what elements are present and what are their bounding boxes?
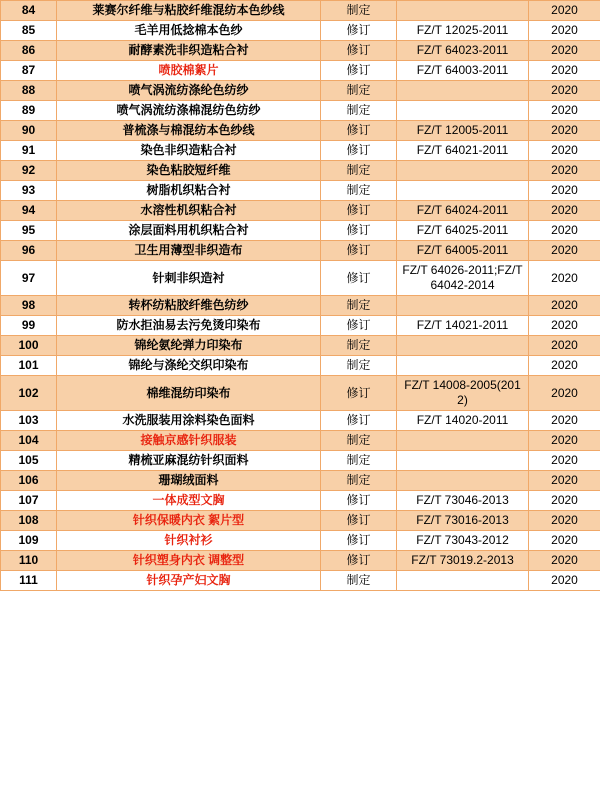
cell-replaced-standard-code: FZ/T 64005-2011 xyxy=(397,241,529,261)
table-row xyxy=(1,491,600,511)
cell-year: 2020 xyxy=(529,571,600,591)
cell-year: 2020 xyxy=(529,356,600,376)
table-row xyxy=(1,431,600,451)
cell-serial-number: 104 xyxy=(1,431,57,451)
cell-revision-type: 修订 xyxy=(321,511,397,531)
cell-year: 2020 xyxy=(529,511,600,531)
table-row xyxy=(1,451,600,471)
cell-year: 2020 xyxy=(529,21,600,41)
cell-revision-type: 修订 xyxy=(321,121,397,141)
cell-standard-name: 一体成型文胸 xyxy=(57,491,321,511)
table-row xyxy=(1,41,600,61)
cell-serial-number: 91 xyxy=(1,141,57,161)
cell-serial-number: 92 xyxy=(1,161,57,181)
cell-replaced-standard-code xyxy=(397,336,529,356)
cell-serial-number: 97 xyxy=(1,261,57,296)
table-row xyxy=(1,21,600,41)
cell-serial-number: 94 xyxy=(1,201,57,221)
cell-revision-type: 修订 xyxy=(321,201,397,221)
cell-standard-name: 转杯纺粘胶纤维色纺纱 xyxy=(57,296,321,316)
cell-standard-name: 针织塑身内衣 调整型 xyxy=(57,551,321,571)
cell-revision-type: 修订 xyxy=(321,376,397,411)
cell-serial-number: 85 xyxy=(1,21,57,41)
cell-standard-name: 毛羊用低捻棉本色纱 xyxy=(57,21,321,41)
cell-revision-type: 修订 xyxy=(321,551,397,571)
table-row xyxy=(1,61,600,81)
table-row xyxy=(1,81,600,101)
cell-year: 2020 xyxy=(529,201,600,221)
cell-replaced-standard-code xyxy=(397,431,529,451)
table-row xyxy=(1,201,600,221)
cell-year: 2020 xyxy=(529,121,600,141)
cell-revision-type: 制定 xyxy=(321,181,397,201)
table-row xyxy=(1,376,600,411)
cell-replaced-standard-code: FZ/T 64024-2011 xyxy=(397,201,529,221)
cell-replaced-standard-code xyxy=(397,1,529,21)
cell-revision-type: 修订 xyxy=(321,261,397,296)
cell-revision-type: 制定 xyxy=(321,336,397,356)
table-row xyxy=(1,571,600,591)
cell-year: 2020 xyxy=(529,336,600,356)
table-row xyxy=(1,261,600,296)
cell-year: 2020 xyxy=(529,551,600,571)
cell-year: 2020 xyxy=(529,61,600,81)
table-row xyxy=(1,221,600,241)
cell-replaced-standard-code xyxy=(397,296,529,316)
cell-serial-number: 84 xyxy=(1,1,57,21)
table-row xyxy=(1,1,600,21)
cell-standard-name: 防水拒油易去污免烫印染布 xyxy=(57,316,321,336)
cell-serial-number: 99 xyxy=(1,316,57,336)
cell-replaced-standard-code: FZ/T 14021-2011 xyxy=(397,316,529,336)
cell-replaced-standard-code xyxy=(397,451,529,471)
table-row xyxy=(1,181,600,201)
cell-standard-name: 接触京感针织服装 xyxy=(57,431,321,451)
cell-replaced-standard-code: FZ/T 73046-2013 xyxy=(397,491,529,511)
table-row xyxy=(1,356,600,376)
cell-replaced-standard-code: FZ/T 64021-2011 xyxy=(397,141,529,161)
cell-replaced-standard-code: FZ/T 64026-2011;FZ/T 64042-2014 xyxy=(397,261,529,296)
cell-serial-number: 87 xyxy=(1,61,57,81)
cell-serial-number: 111 xyxy=(1,571,57,591)
table-row xyxy=(1,121,600,141)
cell-year: 2020 xyxy=(529,1,600,21)
cell-standard-name: 精梳亚麻混纺针织面料 xyxy=(57,451,321,471)
cell-standard-name: 针刺非织造衬 xyxy=(57,261,321,296)
cell-standard-name: 染色粘胶短纤维 xyxy=(57,161,321,181)
cell-year: 2020 xyxy=(529,491,600,511)
cell-serial-number: 93 xyxy=(1,181,57,201)
cell-replaced-standard-code xyxy=(397,181,529,201)
cell-year: 2020 xyxy=(529,376,600,411)
cell-replaced-standard-code xyxy=(397,161,529,181)
cell-revision-type: 制定 xyxy=(321,296,397,316)
cell-replaced-standard-code: FZ/T 64025-2011 xyxy=(397,221,529,241)
cell-year: 2020 xyxy=(529,41,600,61)
cell-year: 2020 xyxy=(529,316,600,336)
cell-revision-type: 制定 xyxy=(321,81,397,101)
cell-revision-type: 制定 xyxy=(321,471,397,491)
cell-serial-number: 86 xyxy=(1,41,57,61)
table-row xyxy=(1,411,600,431)
table-row xyxy=(1,241,600,261)
table-row xyxy=(1,336,600,356)
cell-year: 2020 xyxy=(529,181,600,201)
cell-replaced-standard-code xyxy=(397,81,529,101)
cell-standard-name: 针织孕产妇文胸 xyxy=(57,571,321,591)
cell-year: 2020 xyxy=(529,471,600,491)
cell-year: 2020 xyxy=(529,411,600,431)
cell-serial-number: 102 xyxy=(1,376,57,411)
cell-replaced-standard-code: FZ/T 12005-2011 xyxy=(397,121,529,141)
cell-replaced-standard-code: FZ/T 64003-2011 xyxy=(397,61,529,81)
cell-year: 2020 xyxy=(529,141,600,161)
cell-revision-type: 修订 xyxy=(321,241,397,261)
cell-standard-name: 锦纶氨纶弹力印染布 xyxy=(57,336,321,356)
table-row xyxy=(1,296,600,316)
cell-standard-name: 棉维混纺印染布 xyxy=(57,376,321,411)
table-row xyxy=(1,551,600,571)
cell-revision-type: 修订 xyxy=(321,41,397,61)
cell-revision-type: 修订 xyxy=(321,531,397,551)
cell-replaced-standard-code: FZ/T 64023-2011 xyxy=(397,41,529,61)
cell-year: 2020 xyxy=(529,451,600,471)
cell-serial-number: 100 xyxy=(1,336,57,356)
cell-year: 2020 xyxy=(529,241,600,261)
cell-revision-type: 制定 xyxy=(321,356,397,376)
cell-revision-type: 制定 xyxy=(321,571,397,591)
cell-replaced-standard-code: FZ/T 14020-2011 xyxy=(397,411,529,431)
cell-revision-type: 修订 xyxy=(321,61,397,81)
cell-standard-name: 水洗服装用涂料染色面料 xyxy=(57,411,321,431)
cell-standard-name: 普梳涤与棉混纺本色纱线 xyxy=(57,121,321,141)
cell-year: 2020 xyxy=(529,431,600,451)
table-row xyxy=(1,511,600,531)
cell-revision-type: 制定 xyxy=(321,161,397,181)
cell-standard-name: 喷胶棉絮片 xyxy=(57,61,321,81)
cell-year: 2020 xyxy=(529,531,600,551)
cell-replaced-standard-code: FZ/T 73019.2-2013 xyxy=(397,551,529,571)
cell-serial-number: 101 xyxy=(1,356,57,376)
cell-replaced-standard-code: FZ/T 14008-2005(2012) xyxy=(397,376,529,411)
cell-replaced-standard-code: FZ/T 73016-2013 xyxy=(397,511,529,531)
cell-year: 2020 xyxy=(529,161,600,181)
cell-serial-number: 105 xyxy=(1,451,57,471)
cell-serial-number: 98 xyxy=(1,296,57,316)
cell-replaced-standard-code: FZ/T 12025-2011 xyxy=(397,21,529,41)
cell-serial-number: 108 xyxy=(1,511,57,531)
cell-serial-number: 109 xyxy=(1,531,57,551)
cell-standard-name: 耐酵素洗非织造粘合衬 xyxy=(57,41,321,61)
cell-standard-name: 喷气涡流纺涤纶色纺纱 xyxy=(57,81,321,101)
cell-standard-name: 涂层面料用机织粘合衬 xyxy=(57,221,321,241)
cell-serial-number: 110 xyxy=(1,551,57,571)
cell-serial-number: 95 xyxy=(1,221,57,241)
cell-serial-number: 88 xyxy=(1,81,57,101)
table-row xyxy=(1,471,600,491)
cell-replaced-standard-code xyxy=(397,571,529,591)
table-row xyxy=(1,141,600,161)
cell-standard-name: 染色非织造粘合衬 xyxy=(57,141,321,161)
table-row xyxy=(1,316,600,336)
cell-year: 2020 xyxy=(529,101,600,121)
cell-year: 2020 xyxy=(529,221,600,241)
cell-standard-name: 喷气涡流纺涤棉混纺色纺纱 xyxy=(57,101,321,121)
cell-replaced-standard-code xyxy=(397,471,529,491)
cell-serial-number: 89 xyxy=(1,101,57,121)
cell-replaced-standard-code xyxy=(397,101,529,121)
cell-year: 2020 xyxy=(529,81,600,101)
cell-serial-number: 96 xyxy=(1,241,57,261)
cell-standard-name: 针织保暖内衣 絮片型 xyxy=(57,511,321,531)
cell-revision-type: 修订 xyxy=(321,21,397,41)
table-row xyxy=(1,101,600,121)
cell-year: 2020 xyxy=(529,261,600,296)
cell-revision-type: 制定 xyxy=(321,1,397,21)
table-row xyxy=(1,531,600,551)
cell-revision-type: 修订 xyxy=(321,221,397,241)
cell-replaced-standard-code: FZ/T 73043-2012 xyxy=(397,531,529,551)
cell-revision-type: 修订 xyxy=(321,411,397,431)
standards-table-body xyxy=(1,1,600,591)
cell-standard-name: 针织衬衫 xyxy=(57,531,321,551)
cell-serial-number: 107 xyxy=(1,491,57,511)
cell-year: 2020 xyxy=(529,296,600,316)
cell-standard-name: 卫生用薄型非织造布 xyxy=(57,241,321,261)
cell-revision-type: 制定 xyxy=(321,451,397,471)
cell-serial-number: 106 xyxy=(1,471,57,491)
cell-revision-type: 修订 xyxy=(321,491,397,511)
cell-revision-type: 修订 xyxy=(321,316,397,336)
cell-revision-type: 制定 xyxy=(321,431,397,451)
cell-standard-name: 水溶性机织粘合衬 xyxy=(57,201,321,221)
cell-serial-number: 103 xyxy=(1,411,57,431)
cell-revision-type: 修订 xyxy=(321,141,397,161)
cell-serial-number: 90 xyxy=(1,121,57,141)
cell-revision-type: 制定 xyxy=(321,101,397,121)
cell-standard-name: 锦纶与涤纶交织印染布 xyxy=(57,356,321,376)
cell-standard-name: 珊瑚绒面料 xyxy=(57,471,321,491)
table-row xyxy=(1,161,600,181)
cell-replaced-standard-code xyxy=(397,356,529,376)
cell-standard-name: 莱赛尔纤维与粘胶纤维混纺本色纱线 xyxy=(57,1,321,21)
cell-standard-name: 树脂机织粘合衬 xyxy=(57,181,321,201)
